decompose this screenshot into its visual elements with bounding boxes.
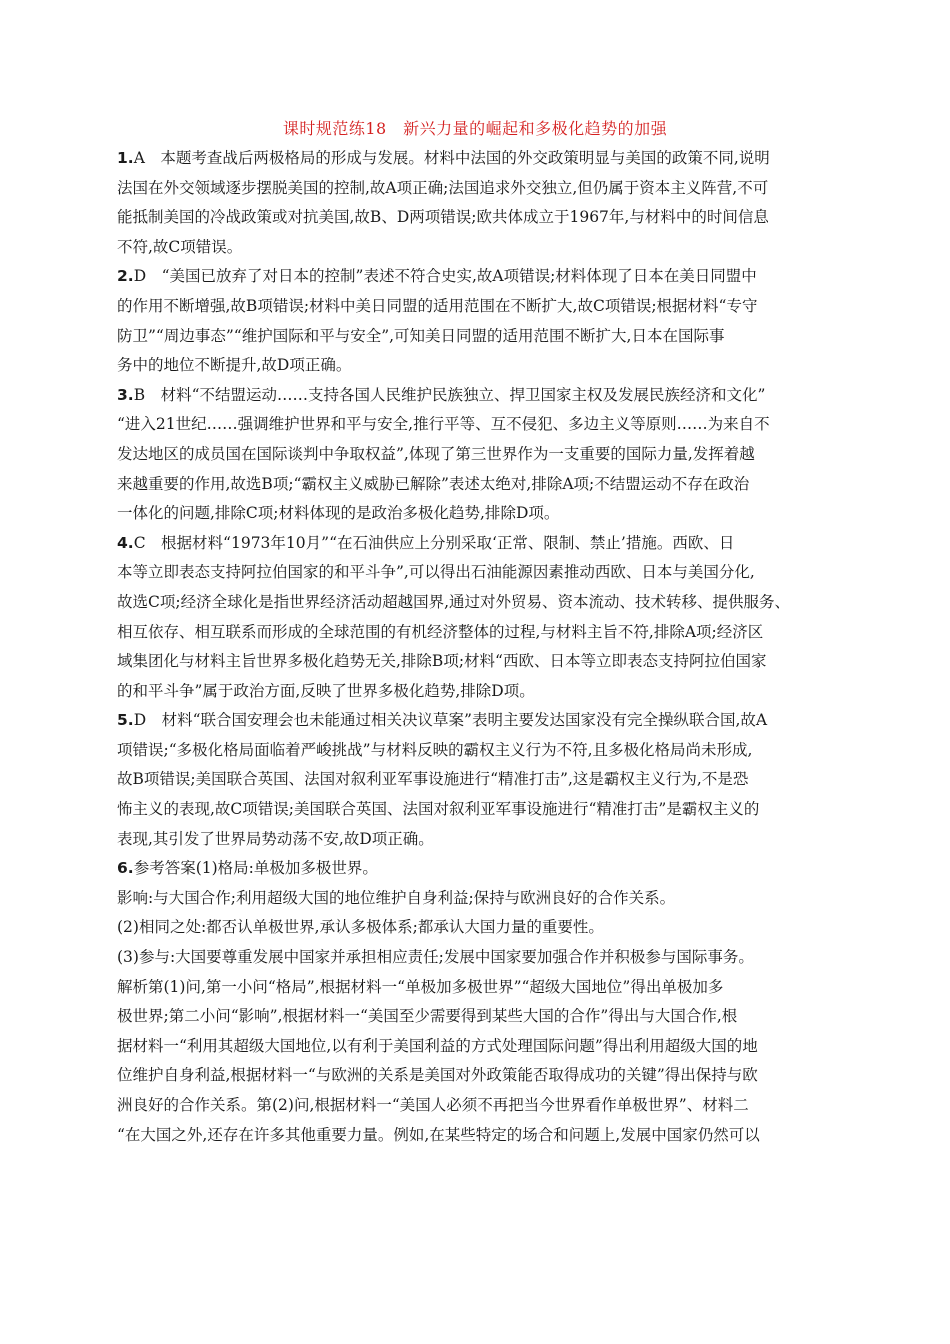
text-line — [117, 973, 845, 1003]
text-line — [117, 322, 845, 352]
text-line — [117, 1061, 845, 1091]
text-line — [117, 470, 845, 500]
text-line — [117, 292, 845, 322]
text-line — [117, 854, 845, 884]
line-text: 能抵制美国的冷战政策或对抗美国,故B、D两项错误;欧共体成立于1967年,与材料中的时间信息 — [117, 208, 769, 227]
line-text: 项错误;“多极化格局面临着严峻挑战”与材料反映的霸权主义行为不符,且多极化格局尚未形成, — [117, 740, 753, 759]
line-text: B 材料“不结盟运动……支持各国人民维护民族独立、捍卫国家主权及发展民族经济和文化” — [133, 385, 766, 404]
line-text: 域集团化与材料主旨世界多极化趋势无关,排除B项;材料“西欧、日本等立即表态支持阿拉伯国家 — [117, 652, 767, 671]
page-title: 课时规范练18 新兴力量的崛起和多极化趋势的加强 — [282, 119, 668, 138]
line-text: D “美国已放弃了对日本的控制”表述不符合史实,故A项错误;材料体现了日本在美日同盟中 — [133, 267, 757, 286]
line-text: 相互依存、相互联系而形成的全球范围的有机经济整体的过程,与材料主旨不符,排除A项;经济区 — [117, 622, 764, 641]
text-line — [117, 351, 845, 381]
text-line — [117, 765, 845, 795]
text-line — [117, 174, 845, 204]
text-line — [117, 943, 845, 973]
line-text: 防卫”“周边事态”“维护国际和平与安全”,可知美日同盟的适用范围不断扩大,日本在国际事 — [117, 326, 725, 345]
line-text: 参考答案(1)格局:单极加多极世界。 — [133, 859, 378, 878]
question-number: 5. — [117, 711, 134, 730]
text-line — [117, 440, 845, 470]
text-line — [117, 1032, 845, 1062]
text-line — [117, 825, 845, 855]
line-text: 洲良好的合作关系。第(2)问,根据材料一“美国人必须不再把当今世界看作单极世界”、材料二 — [117, 1096, 749, 1114]
line-text: 表现,其引发了世界局势动荡不安,故D项正确。 — [117, 829, 434, 848]
line-text: 影响:与大国合作;利用超级大国的地位维护自身利益;保持与欧洲良好的合作关系。 — [117, 888, 676, 907]
answer-body — [117, 144, 845, 1150]
text-line — [117, 736, 845, 766]
text-line — [117, 529, 845, 559]
line-text: 故B项错误;美国联合英国、法国对叙利亚军事设施进行“精准打击”,这是霸权主义行为,不是恐 — [117, 770, 749, 789]
question-number: 3. — [117, 385, 134, 404]
line-text: 法国在外交领域逐步摆脱美国的控制,故A项正确;法国追求外交独立,但仍属于资本主义阵营,不可 — [117, 178, 769, 197]
line-text: (3)参与:大国要尊重发展中国家并承担相应责任;发展中国家要加强合作并积极参与国际事务。 — [117, 948, 754, 967]
line-text: 的作用不断增强,故B项错误;材料中美日同盟的适用范围在不断扩大,故C项错误;根据材料“专守 — [117, 296, 758, 315]
question-number: 4. — [117, 533, 134, 552]
text-line — [117, 706, 845, 736]
line-text: 故选C项;经济全球化是指世界经济活动超越国界,通过对外贸易、资本流动、技术转移、提供服务、 — [117, 592, 791, 611]
line-text: D 材料“联合国安理会也未能通过相关决议草案”表明主要发达国家没有完全操纵联合国,故A — [133, 711, 768, 730]
text-line — [117, 618, 845, 648]
question-number: 6. — [117, 859, 134, 878]
text-line — [117, 558, 845, 588]
text-line — [117, 1002, 845, 1032]
text-line — [117, 233, 845, 263]
text-line — [117, 795, 845, 825]
line-text: 不符,故C项错误。 — [117, 237, 243, 256]
line-text: 解析第(1)问,第一小问“格局”,根据材料一“单极加多极世界”“超级大国地位”得出单极加多 — [117, 977, 724, 996]
line-text: 位维护自身利益,根据材料一“与欧洲的关系是美国对外政策能否取得成功的关键”得出保持与欧 — [117, 1066, 758, 1085]
text-line — [117, 144, 845, 174]
line-text: 据材料一“利用其超级大国地位,以有利于美国利益的方式处理国际问题”得出利用超级大国的地 — [117, 1036, 758, 1055]
text-line — [117, 588, 845, 618]
text-line — [117, 884, 845, 914]
text-line — [117, 262, 845, 292]
text-line — [117, 1121, 845, 1151]
text-line — [117, 410, 845, 440]
line-text: 来越重要的作用,故选B项;“霸权主义威胁已解除”表述太绝对,排除A项;不结盟运动不存在政治 — [117, 474, 750, 493]
line-text: (2)相同之处:都否认单极世界,承认多极体系;都承认大国力量的重要性。 — [117, 918, 604, 937]
question-number: 2. — [117, 267, 134, 286]
text-line — [117, 381, 845, 411]
line-text: “在大国之外,还存在许多其他重要力量。例如,在某些特定的场合和问题上,发展中国家仍然可以 — [117, 1125, 760, 1144]
line-text: C 根据材料“1973年10月”“在石油供应上分别采取‘正常、限制、禁止’措施。西欧、日 — [133, 533, 735, 552]
line-text: 发达地区的成员国在国际谈判中争取权益”,体现了第三世界作为一支重要的国际力量,发挥着越 — [117, 444, 755, 463]
line-text: A 本题考查战后两极格局的形成与发展。材料中法国的外交政策明显与美国的政策不同,说明 — [133, 149, 770, 167]
text-line — [117, 1091, 845, 1121]
line-text: “进入21世纪……强调维护世界和平与安全,推行平等、互不侵犯、多边主义等原则……为来自不 — [117, 415, 770, 434]
text-line — [117, 647, 845, 677]
line-text: 的和平斗争”属于政治方面,反映了世界多极化趋势,排除D项。 — [117, 681, 535, 700]
line-text: 务中的地位不断提升,故D项正确。 — [117, 356, 352, 375]
text-line — [117, 203, 845, 233]
text-line — [117, 677, 845, 707]
line-text: 怖主义的表现,故C项错误;美国联合英国、法国对叙利亚军事设施进行“精准打击”是霸权主义的 — [117, 800, 760, 819]
text-line — [117, 499, 845, 529]
question-number: 1. — [117, 149, 134, 167]
line-text: 本等立即表态支持阿拉伯国家的和平斗争”,可以得出石油能源因素推动西欧、日本与美国分化, — [117, 563, 755, 582]
text-line — [117, 913, 845, 943]
line-text: 极世界;第二小问“影响”,根据材料一“美国至少需要得到某些大国的合作”得出与大国合作,根 — [117, 1007, 738, 1026]
line-text: 一体化的问题,排除C项;材料体现的是政治多极化趋势,排除D项。 — [117, 504, 560, 523]
